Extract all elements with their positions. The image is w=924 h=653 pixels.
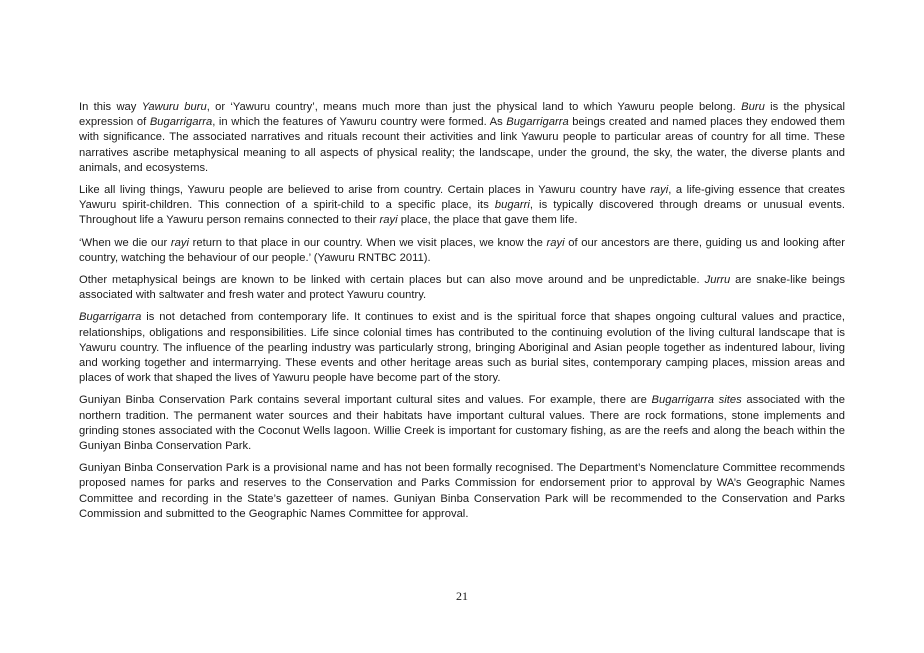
- italic-term: Bugarrigarra: [79, 311, 142, 324]
- text-run: beings created and named places they endowed them with significance. The associated narratives and rituals recount their activities and link Yawuru people to particular areas of country for all time. These narratives ascribe metaphysical meaning to all aspects of physical reality; the landscape, under the ground, the sky, the water, the diverse plants and animals, and ecosystems.: [79, 116, 845, 174]
- paragraph: [79, 100, 845, 176]
- text-run: is not detached from contemporary life. It continues to exist and is the spiritual force that shapes ongoing cultural values and practice, relationships, obligations and responsibilities. Life since colonial times has contributed to the continuing evolution of the living cultural landscape that is Yawuru country. The influence of the pearling industry was particularly strong, bringing Aboriginal and Asian people together as indentured labour, living and working together and intermarrying. These events and other heritage areas such as burial sites, contemporary camping places, mission areas and places of work that shaped the lives of Yawuru people have become part of the story.: [79, 311, 845, 385]
- text-run: place, the place that gave them life.: [397, 214, 578, 227]
- italic-term: Bugarrigarra: [506, 116, 569, 129]
- text-run: Like all living things, Yawuru people are believed to arise from country. Certain places in Yawuru country have: [79, 184, 651, 197]
- paragraph: [79, 273, 845, 303]
- text-run: associated with the northern tradition. The permanent water sources and their habitats have important cultural values. There are rock formations, stone implements and grinding stones associated with the Coconut Wells lagoon. Willie Creek is important for customary fishing, as are the reefs and along the beach within the Guniyan Binba Conservation Park.: [79, 394, 845, 453]
- paragraph: [79, 461, 845, 522]
- italic-term: Jurru: [704, 274, 731, 287]
- italic-term: Bugarrigarra sites: [651, 394, 742, 407]
- italic-term: rayi: [170, 236, 189, 249]
- italic-term: rayi: [546, 236, 565, 249]
- text-run: Other metaphysical beings are known to be linked with certain places but can also move around and be unpredictable.: [79, 274, 705, 287]
- page-number: 21: [456, 589, 468, 603]
- text-run: Guniyan Binba Conservation Park contains several important cultural sites and values. For example, there are: [79, 394, 652, 407]
- paragraph: [79, 393, 845, 454]
- italic-term: rayi: [650, 184, 669, 197]
- italic-term: Yawuru buru: [141, 101, 207, 113]
- text-run: In this way: [79, 101, 142, 113]
- text-run: , a life-giving essence that creates Yawuru spirit-children. This connection of a spirit-child to a specific place, its: [79, 184, 845, 212]
- text-run: of our ancestors are there, guiding us and looking after country, watching the behaviour of our people.’ (Yawuru RNTBC 2011).: [79, 236, 845, 264]
- italic-term: rayi: [379, 214, 398, 227]
- text-run: ‘When we die our: [79, 236, 171, 249]
- italic-term: Bugarrigarra: [149, 116, 213, 129]
- text-run: , is typically discovered through dreams or unusual events. Throughout life a Yawuru person remains connected to their: [79, 199, 845, 227]
- text-run: Guniyan Binba Conservation Park is a provisional name and has not been formally recognised. The Department’s Nomenclature Committee recommends proposed names for parks and reserves to the Conservation and Parks Commission for endorsement prior to approval by WA’s Geographic Names Committee and recording in the State’s gazetteer of names. Guniyan Binba Conservation Park will be recommended to the Conservation and Parks Commission and submitted to the Geographic Names Committee for approval.: [79, 462, 845, 520]
- body-text: [79, 100, 845, 529]
- paragraph: [79, 236, 845, 266]
- italic-term: Buru: [741, 101, 765, 113]
- paragraph: [79, 183, 845, 229]
- text-run: , or ‘Yawuru country’, means much more than just the physical land to which Yawuru people belong.: [206, 101, 742, 113]
- text-run: return to that place in our country. When we visit places, we know the: [188, 236, 547, 249]
- text-run: are snake-like beings associated with saltwater and fresh water and protect Yawuru country.: [79, 274, 845, 302]
- paragraph: [79, 310, 845, 386]
- italic-term: bugarri: [494, 199, 530, 212]
- text-run: , in which the features of Yawuru country were formed. As: [212, 116, 507, 129]
- text-run: is the physical expression of: [79, 101, 846, 129]
